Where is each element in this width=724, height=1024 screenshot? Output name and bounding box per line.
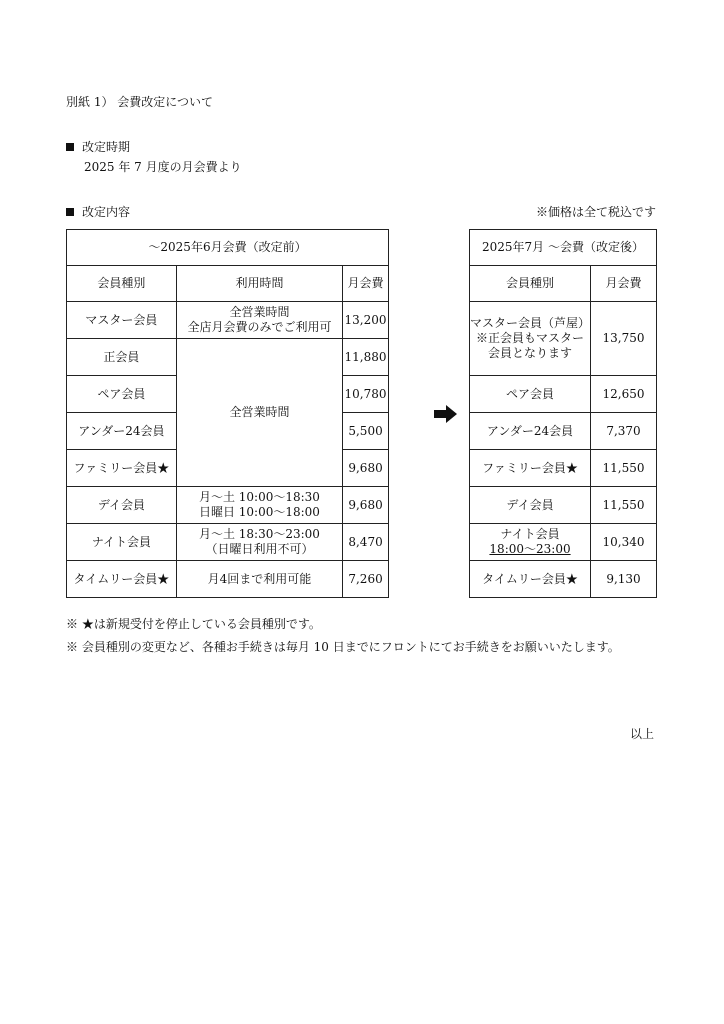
closing-text: 以上 — [629, 727, 654, 741]
member-type — [470, 524, 591, 561]
column-header-type: 会員種別 — [67, 266, 177, 302]
usage-time-line: 全店月会費のみでご利用可 — [187, 320, 332, 334]
table-row — [67, 302, 389, 339]
table-row — [470, 376, 657, 413]
section-revision-content — [66, 203, 130, 220]
monthly-fee: 11,550 — [591, 487, 657, 524]
column-header-time: 利用時間 — [176, 266, 342, 302]
square-bullet-icon — [66, 208, 74, 216]
monthly-fee: 5,500 — [343, 413, 389, 450]
column-header-type: 会員種別 — [470, 266, 591, 302]
note-suspended-types: ※ ★は新規受付を停止している会員種別です。 — [66, 617, 321, 631]
table-caption: 2025年7月 ～会費（改定後） — [470, 230, 657, 266]
table-row — [67, 524, 389, 561]
member-type: タイムリー会員★ — [67, 561, 177, 598]
monthly-fee: 9,680 — [343, 450, 389, 487]
table-row — [470, 561, 657, 598]
monthly-fee: 13,200 — [343, 302, 389, 339]
member-type: ファミリー会員★ — [67, 450, 177, 487]
usage-time-line: 月～土 18:30～23:00 — [198, 527, 320, 541]
revision-date-text: 2025 年 7 月度の月会費より — [84, 160, 242, 174]
monthly-fee: 8,470 — [343, 524, 389, 561]
note-procedures: ※ 会員種別の変更など、各種お手続きは毎月 10 日までにフロントにてお手続きをお願いいたします。 — [66, 640, 620, 654]
usage-time-line: 日曜日 10:00～18:00 — [198, 505, 320, 519]
before-fee-table — [66, 229, 389, 598]
monthly-fee: 7,260 — [343, 561, 389, 598]
member-type-line: マスター会員（芦屋） — [470, 316, 591, 330]
table-row — [470, 524, 657, 561]
member-type: 正会員 — [67, 339, 177, 376]
after-fee-table — [469, 229, 657, 598]
monthly-fee: 7,370 — [591, 413, 657, 450]
table-row — [67, 339, 389, 376]
member-type: デイ会員 — [67, 487, 177, 524]
monthly-fee: 9,130 — [591, 561, 657, 598]
tax-note: ※価格は全て税込です — [535, 205, 656, 219]
table-row — [470, 413, 657, 450]
member-type: アンダー24会員 — [67, 413, 177, 450]
section-heading: 改定内容 — [82, 205, 131, 219]
usage-time — [176, 302, 342, 339]
usage-time-line: 月～土 10:00～18:30 — [198, 490, 320, 504]
member-type: ペア会員 — [67, 376, 177, 413]
table-row — [470, 487, 657, 524]
monthly-fee: 13,750 — [591, 302, 657, 376]
usage-time-line: （日曜日利用不可） — [205, 542, 314, 556]
member-type: ナイト会員 — [67, 524, 177, 561]
column-header-fee: 月会費 — [591, 266, 657, 302]
table-row — [470, 302, 657, 376]
member-type: タイムリー会員★ — [470, 561, 591, 598]
section-heading: 改定時期 — [82, 140, 131, 154]
square-bullet-icon — [66, 143, 74, 151]
table-caption: ～2025年6月会費（改定前） — [67, 230, 389, 266]
monthly-fee: 9,680 — [343, 487, 389, 524]
usage-time — [176, 487, 342, 524]
monthly-fee: 11,550 — [591, 450, 657, 487]
member-type-line: ナイト会員 — [500, 527, 560, 541]
monthly-fee: 12,650 — [591, 376, 657, 413]
usage-time: 月4回まで利用可能 — [176, 561, 342, 598]
usage-time-line: 全営業時間 — [229, 305, 290, 319]
member-type-line: 会員となります — [488, 346, 573, 360]
document-title: 別紙 1） 会費改定について — [66, 95, 214, 109]
usage-time-merged: 全営業時間 — [176, 339, 342, 487]
column-header-fee: 月会費 — [343, 266, 389, 302]
member-type: ペア会員 — [470, 376, 591, 413]
member-type-line: ※正会員もマスター — [476, 331, 585, 345]
member-type — [470, 302, 591, 376]
table-row — [67, 487, 389, 524]
table-row — [470, 450, 657, 487]
section-revision-date — [66, 138, 130, 155]
member-type-line: 18:00～23:00 — [489, 542, 571, 556]
monthly-fee: 11,880 — [343, 339, 389, 376]
member-type: ファミリー会員★ — [470, 450, 591, 487]
member-type: デイ会員 — [470, 487, 591, 524]
member-type: マスター会員 — [67, 302, 177, 339]
right-arrow-icon — [434, 404, 458, 424]
monthly-fee: 10,780 — [343, 376, 389, 413]
monthly-fee: 10,340 — [591, 524, 657, 561]
member-type: アンダー24会員 — [470, 413, 591, 450]
usage-time — [176, 524, 342, 561]
table-row — [67, 561, 389, 598]
